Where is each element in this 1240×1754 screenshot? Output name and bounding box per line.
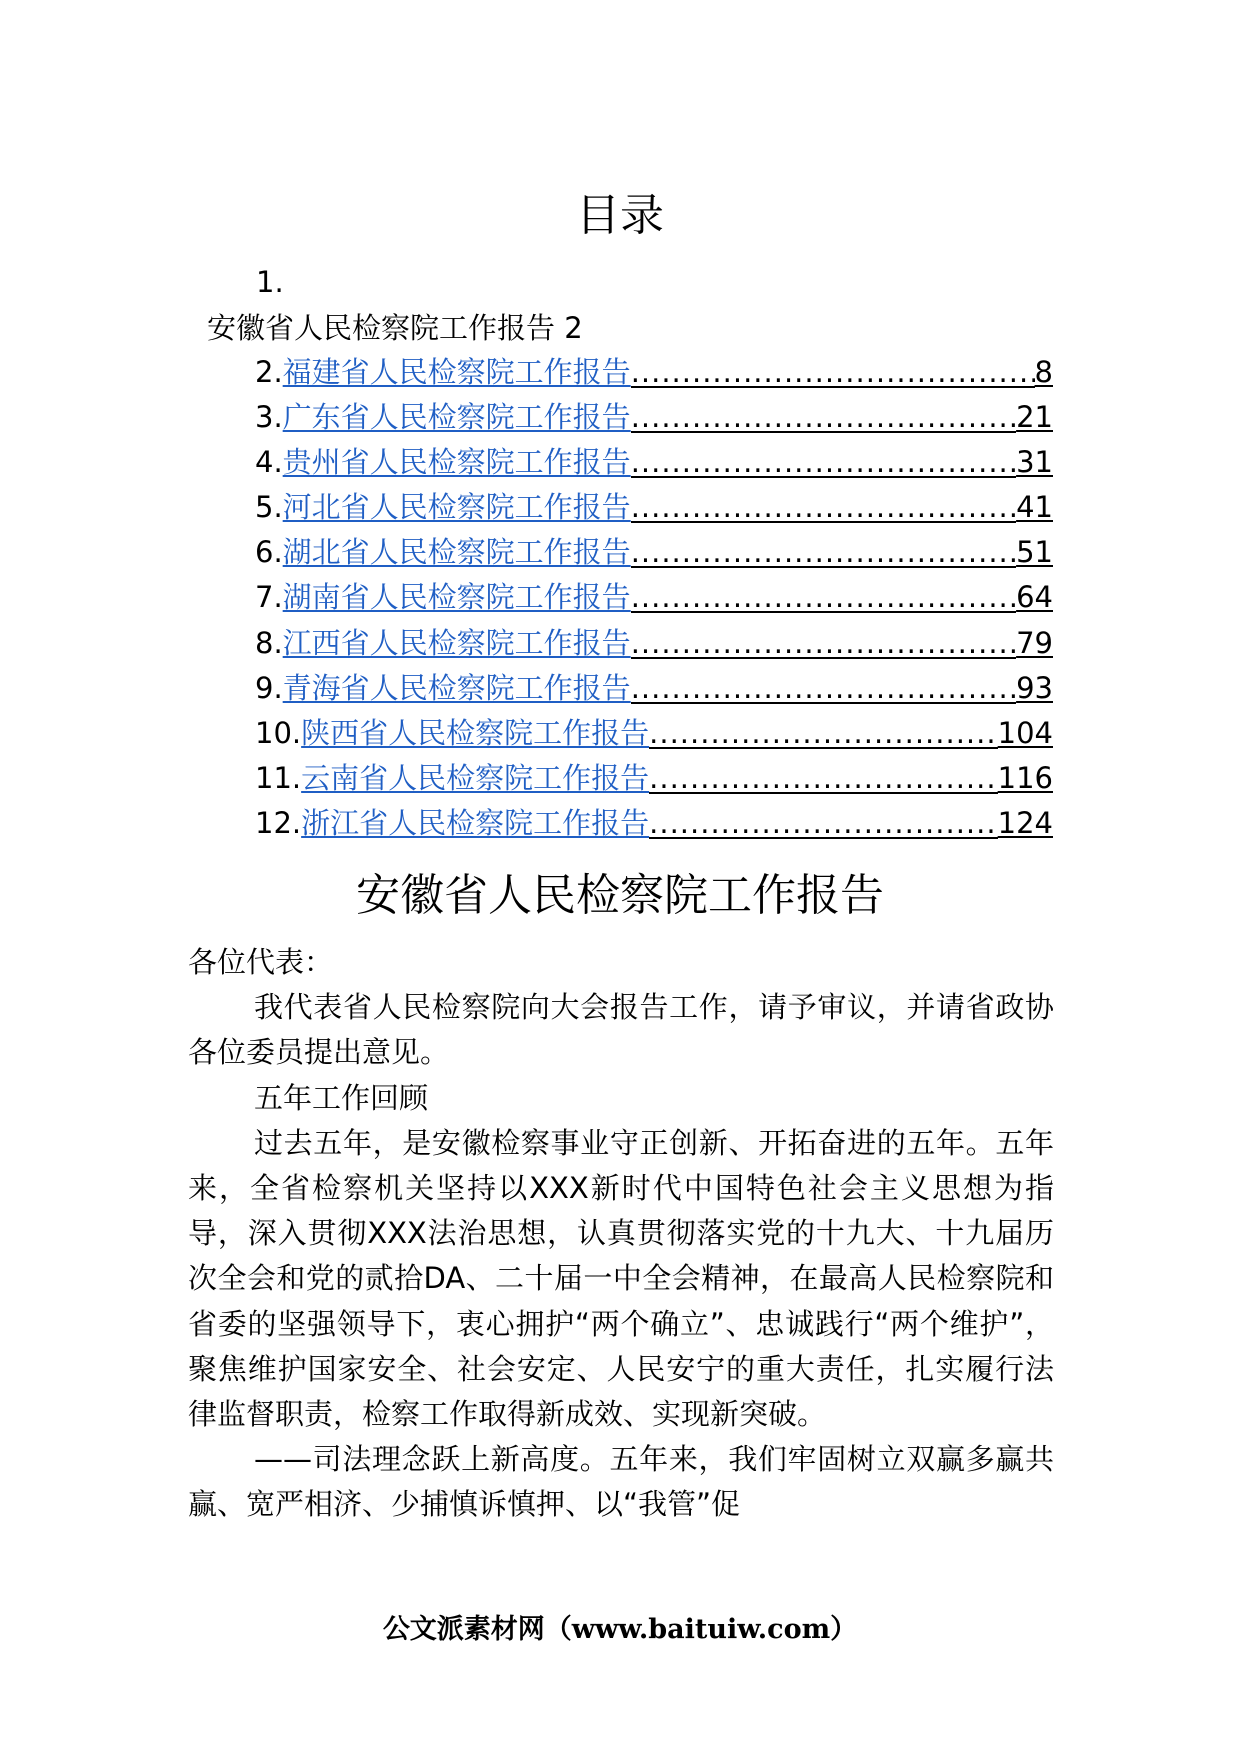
toc-leader-dots (631, 623, 1016, 659)
toc-entry[interactable] (255, 713, 1053, 758)
toc-entry[interactable] (255, 442, 1053, 487)
toc-entry[interactable] (255, 668, 1053, 713)
toc-entry[interactable] (255, 397, 1053, 442)
toc-title: 目录 (576, 190, 664, 241)
toc-entry-link[interactable]: 浙江省人民检察院工作报告 (301, 805, 650, 840)
toc-entry-link[interactable]: 陕西省人民检察院工作报告 (301, 715, 650, 750)
toc-entry-page: 93 (1016, 670, 1053, 705)
toc-leader-dots (631, 668, 1016, 704)
toc-entry-number: 7. (255, 580, 283, 615)
toc-entry[interactable] (255, 803, 1053, 848)
salutation: 各位代表： (188, 945, 334, 979)
toc-entry-page: 116 (997, 760, 1053, 795)
toc-leader-dots (631, 352, 1035, 388)
toc-leader-dots (649, 713, 998, 749)
toc-entry-page: 31 (1016, 445, 1053, 480)
section-heading: 五年工作回顾 (254, 1080, 429, 1115)
watermark-footer: 公文派素材网（www.baituiw.com） (382, 1614, 858, 1645)
toc-entry-number: 12. (255, 805, 302, 840)
toc-entry[interactable] (255, 487, 1053, 532)
toc-entry-number: 3. (255, 400, 283, 435)
toc-first-entry: 安徽省人民检察院工作报告 2 (207, 311, 583, 345)
toc-entry-page: 21 (1016, 400, 1053, 435)
toc-entry-number: 11. (255, 760, 302, 795)
toc-entry-link[interactable]: 广东省人民检察院工作报告 (282, 400, 631, 435)
toc-leader-dots (649, 803, 998, 839)
toc-entry[interactable] (255, 623, 1053, 668)
toc-entry-number: 2. (255, 355, 283, 389)
body-paragraph: 我代表省人民检察院向大会报告工作，请予审议，并请省政协各位委员提出意见。 (188, 990, 1054, 1070)
report-body (188, 940, 1054, 1528)
toc-entry-link[interactable]: 贵州省人民检察院工作报告 (282, 445, 631, 480)
toc-leader-dots (631, 487, 1016, 523)
toc-entry-link[interactable]: 福建省人民检察院工作报告 (282, 355, 631, 389)
toc-entry-page: 51 (1016, 535, 1053, 570)
toc-entry-link[interactable]: 河北省人民检察院工作报告 (282, 490, 631, 525)
toc-entry-number: 4. (255, 445, 283, 480)
toc-leader-dots (631, 577, 1016, 613)
toc-entry[interactable] (255, 577, 1053, 622)
toc-entry-number: 8. (255, 625, 283, 660)
toc-entry-page: 8 (1034, 355, 1053, 389)
toc-entry-link[interactable]: 云南省人民检察院工作报告 (301, 760, 650, 795)
toc-entry-number: 6. (255, 535, 283, 570)
toc-entry-number: 9. (255, 670, 283, 705)
toc-leader-dots (631, 397, 1016, 433)
toc-entry-link[interactable]: 青海省人民检察院工作报告 (282, 670, 631, 705)
toc-entry-page: 79 (1016, 625, 1053, 660)
toc-entry[interactable] (255, 758, 1053, 803)
toc-leader-dots (649, 758, 998, 794)
toc-entry[interactable] (255, 352, 1053, 397)
toc-entry-page: 124 (997, 805, 1053, 840)
toc-entry-number: 5. (255, 490, 283, 525)
body-paragraph: ——司法理念跃上新高度。五年来，我们牢固树立双赢多赢共赢、宽严相济、少捕慎诉慎押、以“我管”促 (188, 1442, 1054, 1522)
toc-entry-page: 104 (997, 715, 1053, 750)
toc-entry-number: 10. (255, 715, 302, 750)
toc-entry-link[interactable]: 湖北省人民检察院工作报告 (282, 535, 631, 570)
toc-entry-page: 41 (1016, 490, 1053, 525)
toc-entry-link[interactable]: 江西省人民检察院工作报告 (282, 625, 631, 660)
toc-leader-dots (631, 532, 1016, 568)
toc-list (255, 352, 1053, 848)
body-paragraph: 过去五年，是安徽检察事业守正创新、开拓奋进的五年。五年来，全省检察机关坚持以XXX新时代中国特色社会主义思想为指导，深入贯彻XXX法治思想，认真贯彻落实党的十九大、十九届历次全会和党的贰拾DA、二十届一中全会精神，在最高人民检察院和省委的坚强领导下，衷心拥护“两个确立”、忠诚践行“两个维护”，聚焦维护国家安全、社会安定、人民安宁的重大责任，扎实履行法律监督职责，检察工作取得新成效、实现新突破。 (188, 1125, 1054, 1432)
toc-leader-dots (631, 442, 1016, 478)
report-title: 安徽省人民检察院工作报告 (356, 870, 884, 921)
toc-entry-page: 64 (1016, 580, 1053, 615)
toc-entry-link[interactable]: 湖南省人民检察院工作报告 (282, 580, 631, 615)
toc-entry[interactable] (255, 532, 1053, 577)
toc-first-number: 1. (256, 265, 284, 299)
